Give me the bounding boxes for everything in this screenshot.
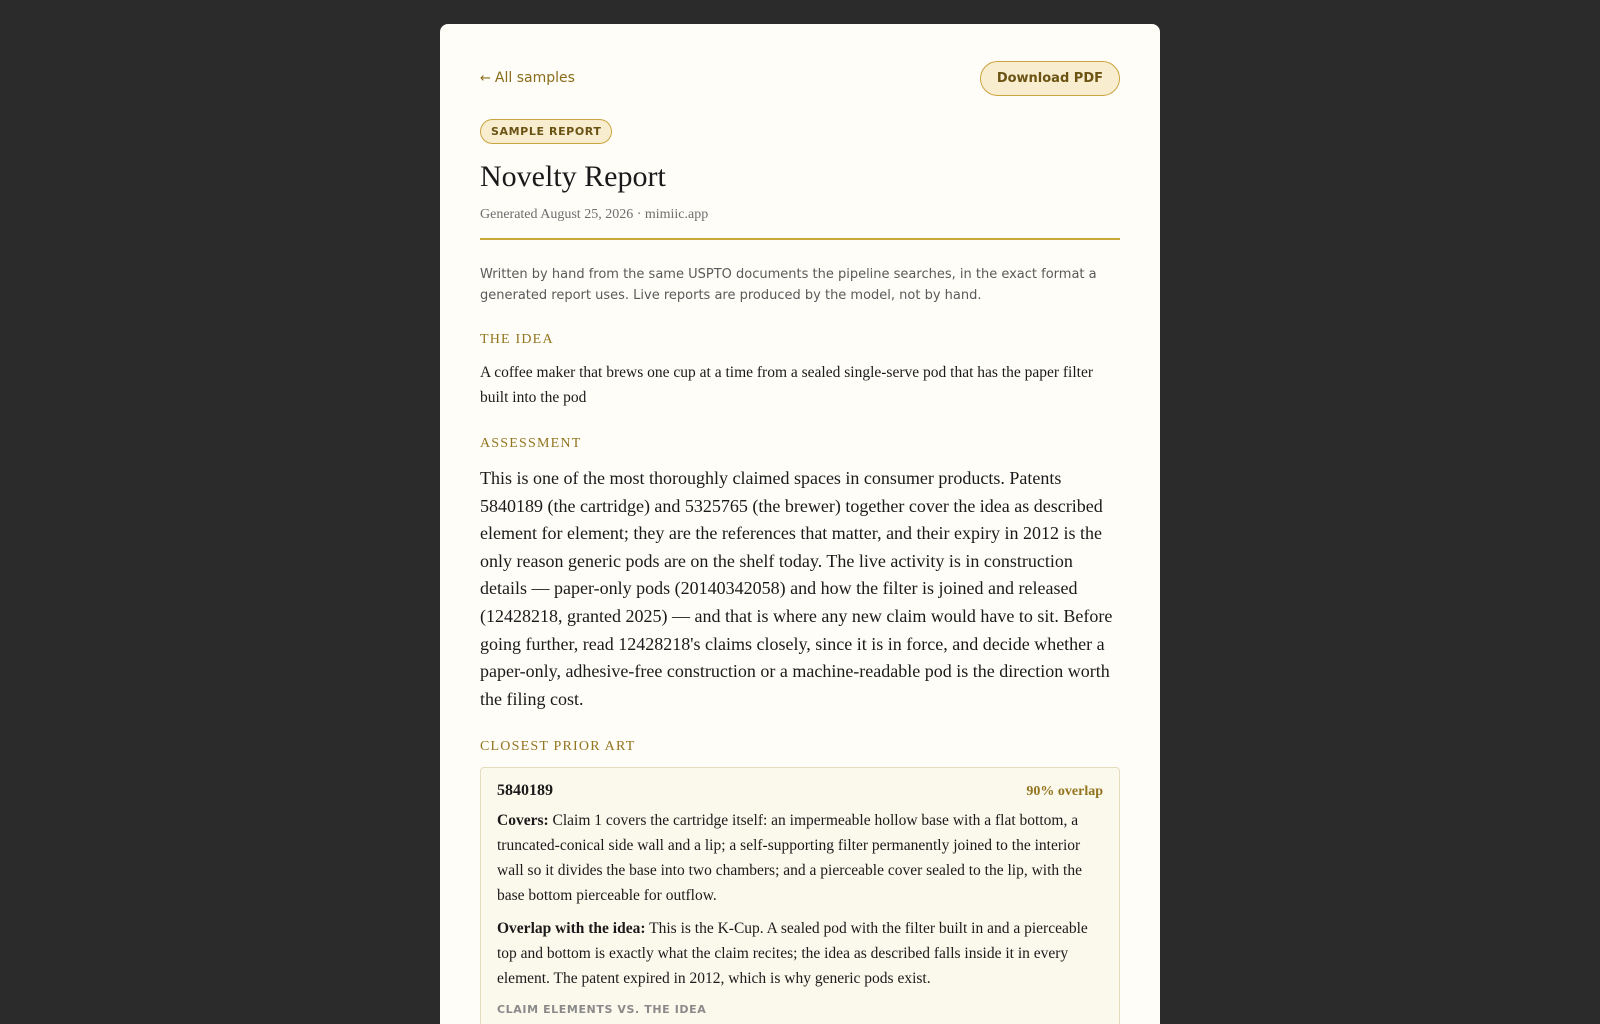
assessment-heading: ASSESSMENT bbox=[480, 436, 582, 451]
overlap-label: Overlap with the idea: bbox=[497, 920, 646, 938]
patent-number: 5840189 bbox=[497, 782, 553, 800]
overlap-paragraph bbox=[497, 916, 1103, 991]
covers-label: Covers: bbox=[497, 812, 549, 830]
download-pdf-button[interactable]: Download PDF bbox=[980, 61, 1120, 96]
overlap-text: This is the K-Cup. A sealed pod with the filter built in and a pierceable top and bottom is exactly what the claim recites; the idea as described falls inside it in every element. The patent expired in 2012, which is why generic pods exist. bbox=[497, 920, 1088, 988]
all-samples-link[interactable] bbox=[480, 70, 575, 86]
idea-text: A coffee maker that brews one cup at a time from a sealed single-serve pod that has the paper filter built into the pod bbox=[480, 364, 1094, 406]
top-bar bbox=[480, 60, 1120, 96]
prior-art-heading: CLOSEST PRIOR ART bbox=[480, 739, 636, 755]
assessment-text: This is one of the most thoroughly claimed spaces in consumer products. Patents 5840189 (the cartridge) and 5325765 (the brewer) together cover the idea as described element for element; they are the references that matter, and their expiry in 2012 is the only reason generic pods are on the shelf today. The live activity is in construction details — paper-only pods (20140342058) and how the filter is joined and released (12428218, granted 2025) — and that is where any new claim would have to sit. Before going further, read 12428218's claims closely, since it is in force, and decide whether a paper-only, adhesive-free construction or a machine-readable pod is the direction worth the filing cost. bbox=[480, 468, 1113, 709]
idea-heading: THE IDEA bbox=[480, 332, 554, 347]
page-title: Novelty Report bbox=[480, 160, 666, 193]
claim-elements-heading: CLAIM ELEMENTS VS. THE IDEA bbox=[497, 1003, 707, 1017]
back-arrow-icon: ← bbox=[480, 70, 491, 86]
covers-paragraph bbox=[497, 808, 1103, 908]
overlap-score: 90% overlap bbox=[1026, 784, 1103, 800]
sample-report-badge: SAMPLE REPORT bbox=[480, 119, 612, 144]
prior-art-card-header bbox=[497, 782, 1103, 800]
report-meta: Generated August 25, 2026 · mimiic.app bbox=[480, 207, 1120, 240]
intro-note: Written by hand from the same USPTO documents the pipeline searches, in the exact format a generated report uses. Live reports are produced by the model, not by hand. bbox=[480, 267, 1097, 303]
report-sheet bbox=[440, 24, 1160, 1024]
all-samples-label: All samples bbox=[494, 70, 575, 86]
covers-text: Claim 1 covers the cartridge itself: an impermeable hollow base with a flat bottom, a truncated-conical side wall and a lip; a self-supporting filter permanently joined to the interior wall so it divides the base into two chambers; and a pierceable cover sealed to the lip, with the base bottom pierceable for outflow. bbox=[497, 812, 1082, 905]
prior-art-card bbox=[480, 767, 1120, 1024]
